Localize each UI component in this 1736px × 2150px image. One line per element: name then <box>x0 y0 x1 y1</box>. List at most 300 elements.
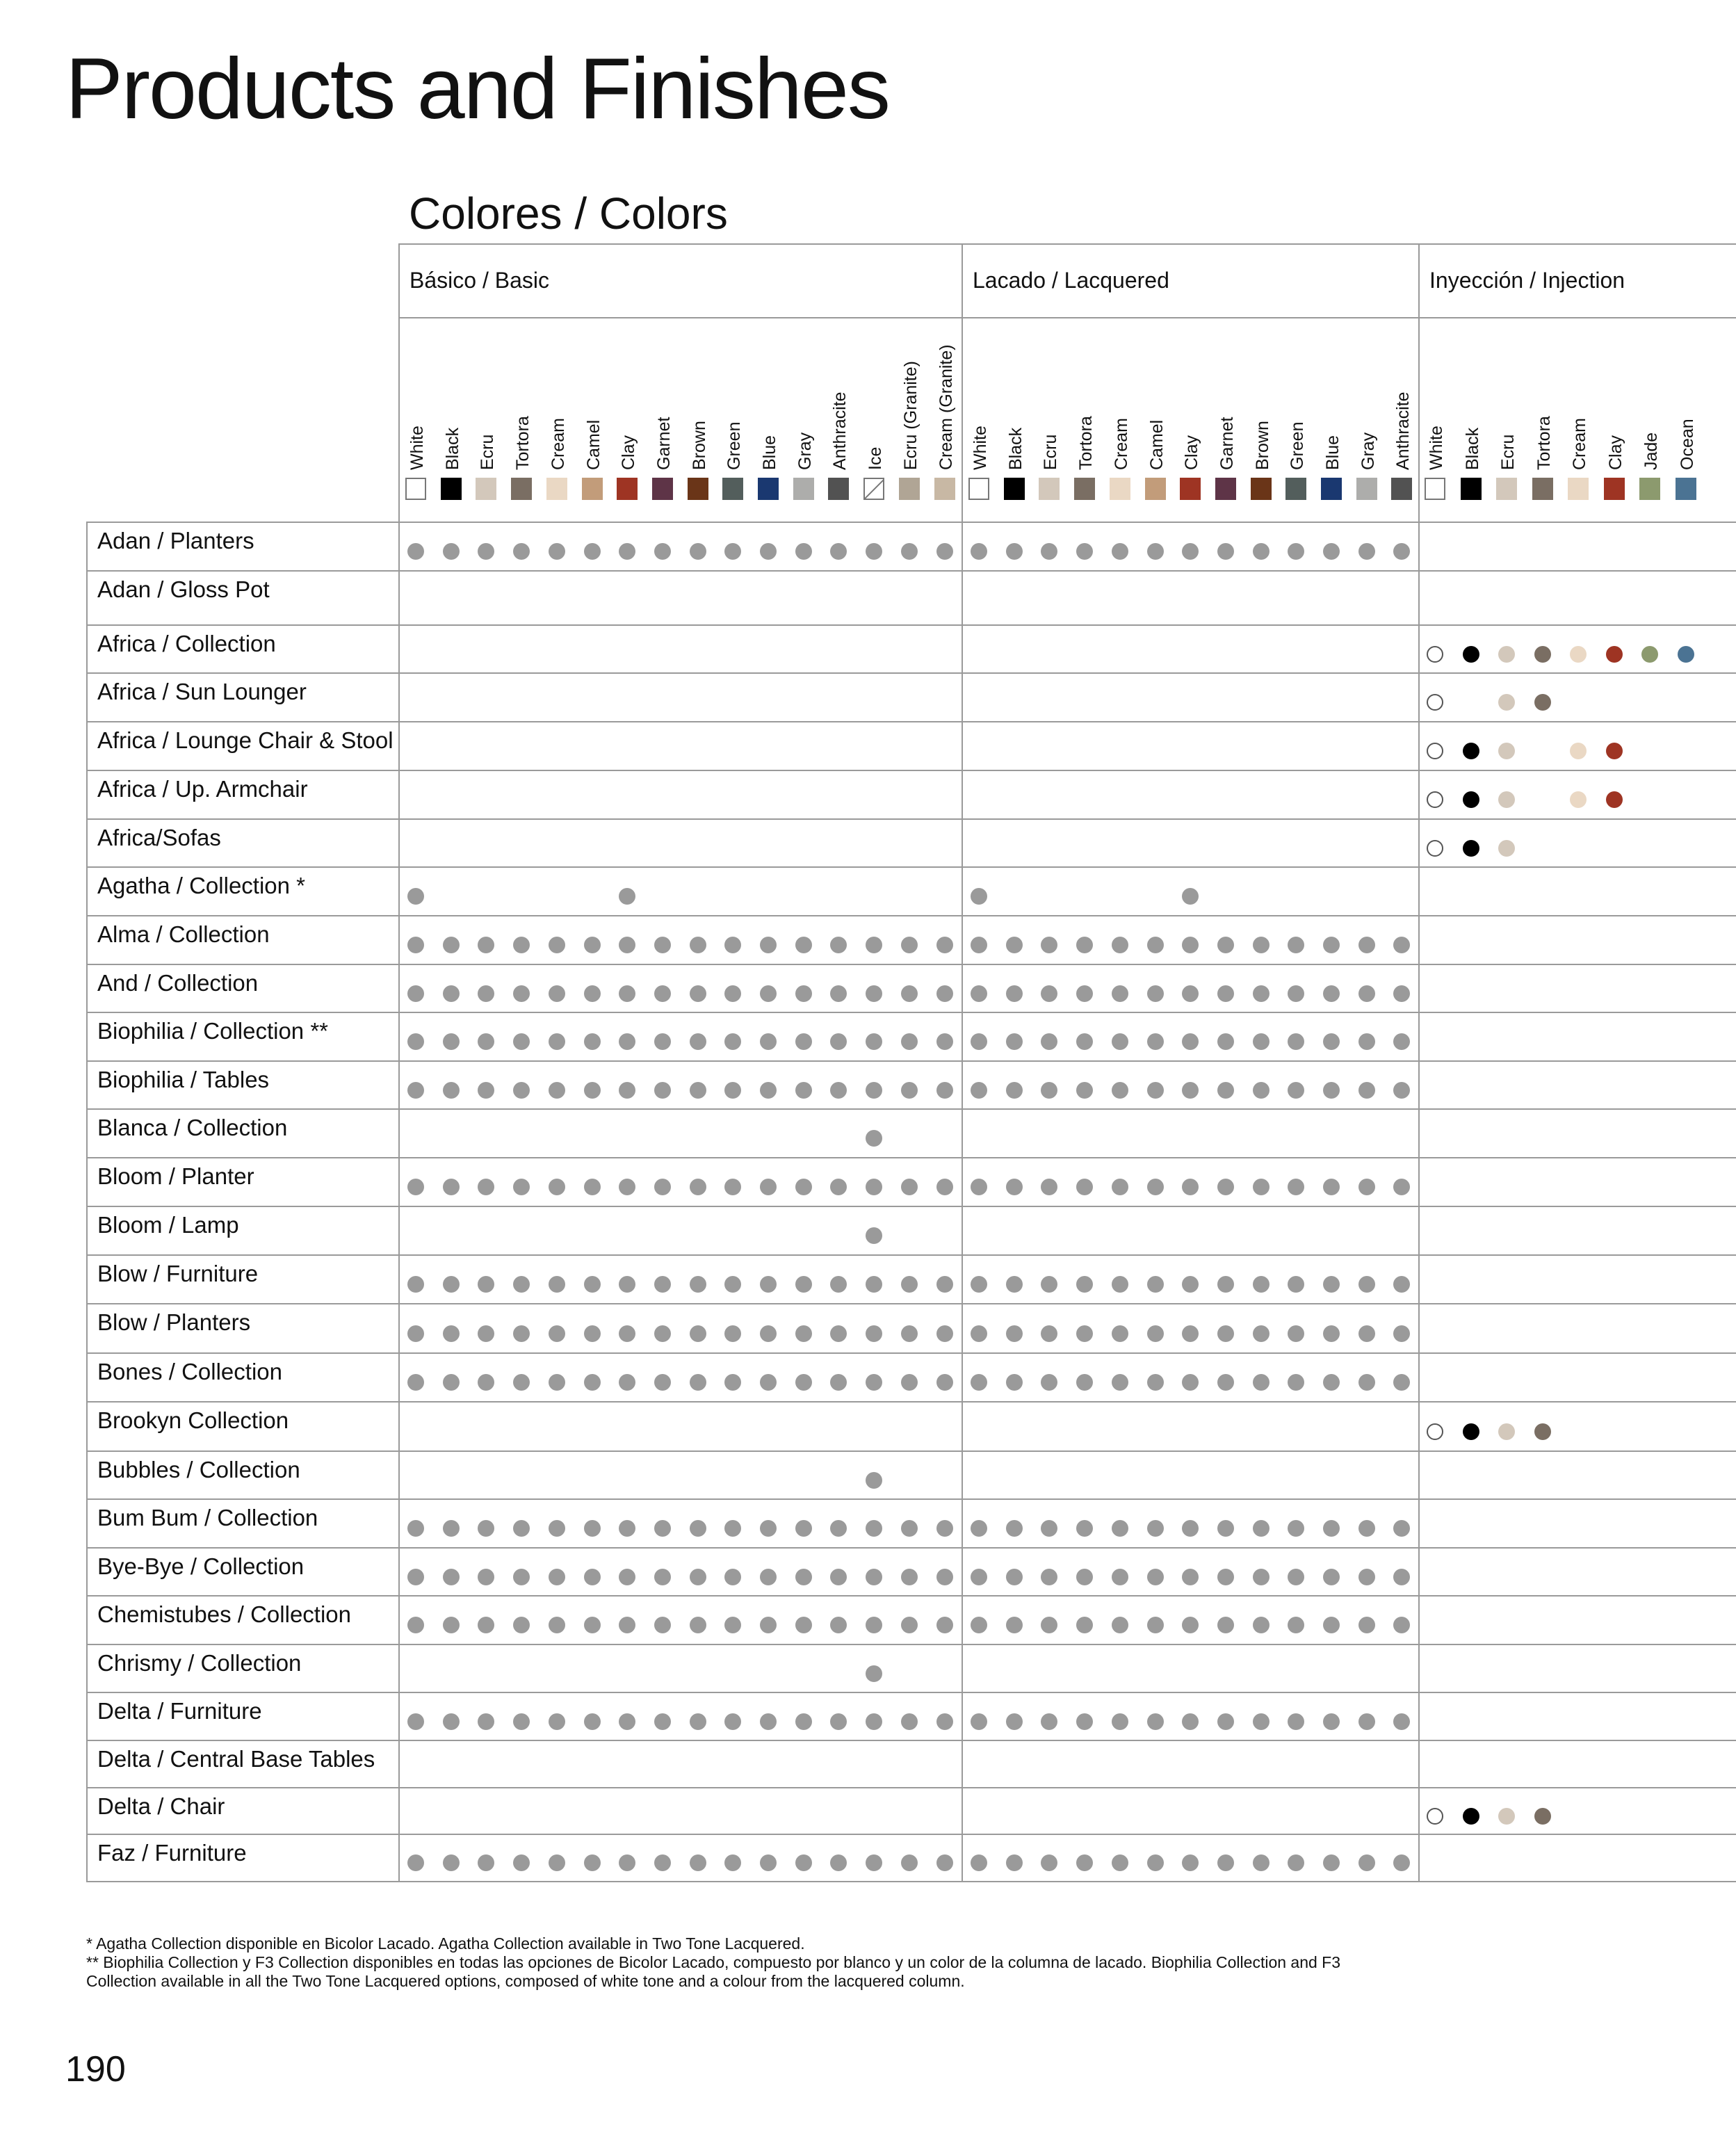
availability-dot <box>1323 1033 1340 1050</box>
availability-dot <box>724 543 741 560</box>
row-divider <box>86 1881 1736 1882</box>
availability-dot <box>1427 743 1443 759</box>
availability-dot <box>971 1617 987 1633</box>
availability-dot <box>654 1033 671 1050</box>
row-label: Biophilia / Tables <box>97 1067 270 1092</box>
row-divider <box>86 672 1736 674</box>
row-divider <box>86 1644 1736 1645</box>
availability-dot <box>1358 1374 1375 1391</box>
availability-dot <box>936 937 953 953</box>
availability-dot <box>1463 1423 1479 1440</box>
availability-dot <box>1147 1082 1164 1099</box>
availability-dot <box>443 1374 460 1391</box>
availability-dot <box>1006 937 1023 953</box>
availability-dot <box>407 1569 424 1585</box>
availability-dot <box>584 985 601 1002</box>
availability-dot <box>478 543 494 560</box>
swatch-lacquered <box>1285 478 1306 500</box>
row-divider <box>86 866 1736 868</box>
availability-dot <box>936 543 953 560</box>
availability-dot <box>654 1082 671 1099</box>
availability-dot <box>1006 985 1023 1002</box>
availability-dot <box>760 1276 777 1293</box>
row-divider <box>86 1060 1736 1062</box>
availability-dot <box>936 985 953 1002</box>
availability-dot <box>1147 1179 1164 1195</box>
column-label-basic: Green <box>724 421 745 470</box>
row-divider <box>86 1692 1736 1693</box>
availability-dot <box>1041 1617 1057 1633</box>
availability-dot <box>971 543 987 560</box>
availability-dot <box>549 1854 565 1871</box>
availability-dot <box>1147 1617 1164 1633</box>
availability-dot <box>1182 1569 1199 1585</box>
availability-dot <box>724 1854 741 1871</box>
swatch-lacquered <box>1110 478 1130 500</box>
availability-dot <box>760 1179 777 1195</box>
availability-dot <box>1288 1325 1304 1342</box>
swatch-basic <box>688 478 708 500</box>
column-label-injection: Jade <box>1641 432 1661 470</box>
availability-dot <box>901 1617 918 1633</box>
availability-dot <box>1253 1520 1269 1537</box>
swatch-lacquered <box>1004 478 1025 500</box>
availability-dot <box>1358 543 1375 560</box>
availability-dot <box>1182 1520 1199 1537</box>
availability-dot <box>1217 1033 1234 1050</box>
footnote-biophilia: ** Biophilia Collection y F3 Collection disponibles en todas las opciones de Bicolor Lacado, compuesto por blanco y un color de la columna de lacado. Biophilia Collection and F3 Collection available in all the Two Tone Lacquered options, composed of white tone and a colour from the lacquered column. <box>86 1953 1341 1990</box>
row-label: Alma / Collection <box>97 921 270 947</box>
availability-dot <box>1534 646 1551 663</box>
availability-dot <box>936 1374 953 1391</box>
availability-dot <box>690 1617 706 1633</box>
availability-dot <box>1393 1713 1410 1730</box>
availability-dot <box>1006 1520 1023 1537</box>
row-label: Adan / Gloss Pot <box>97 576 270 602</box>
availability-dot <box>443 1569 460 1585</box>
availability-dot <box>1182 1033 1199 1050</box>
column-label-lacquered: Black <box>1005 427 1025 470</box>
availability-dot <box>478 1179 494 1195</box>
availability-dot <box>1076 937 1093 953</box>
availability-dot <box>1112 1082 1128 1099</box>
column-label-basic: Ecru <box>478 434 498 470</box>
availability-dot <box>1641 646 1658 663</box>
availability-dot <box>866 1325 882 1342</box>
availability-dot <box>690 1082 706 1099</box>
availability-dot <box>1182 888 1199 905</box>
table-left-line <box>86 522 88 1881</box>
swatch-basic <box>546 478 567 500</box>
row-label: Africa/Sofas <box>97 825 221 850</box>
availability-dot <box>1323 1854 1340 1871</box>
availability-dot <box>654 1854 671 1871</box>
availability-dot <box>690 1713 706 1730</box>
row-label: Delta / Furniture <box>97 1698 262 1724</box>
availability-dot <box>1323 985 1340 1002</box>
availability-dot <box>760 1713 777 1730</box>
availability-dot <box>1112 937 1128 953</box>
availability-dot <box>1498 791 1515 808</box>
swatch-injection <box>1604 478 1625 500</box>
availability-dot <box>549 985 565 1002</box>
availability-dot <box>1393 985 1410 1002</box>
availability-dot <box>1006 1569 1023 1585</box>
availability-dot <box>1112 1569 1128 1585</box>
availability-dot <box>724 1082 741 1099</box>
availability-dot <box>760 1520 777 1537</box>
row-divider <box>86 1787 1736 1788</box>
availability-dot <box>760 1569 777 1585</box>
availability-dot <box>1041 1374 1057 1391</box>
availability-dot <box>478 1325 494 1342</box>
availability-dot <box>549 937 565 953</box>
availability-dot <box>690 1569 706 1585</box>
swatch-basic <box>405 478 426 500</box>
row-label: Bubbles / Collection <box>97 1457 300 1482</box>
availability-dot <box>1463 1808 1479 1825</box>
availability-dot <box>1217 1617 1234 1633</box>
availability-dot <box>1606 646 1623 663</box>
availability-dot <box>584 1179 601 1195</box>
availability-dot <box>1534 1808 1551 1825</box>
availability-dot <box>1427 1808 1443 1825</box>
availability-dot <box>760 543 777 560</box>
availability-dot <box>549 1569 565 1585</box>
swatch-injection <box>1568 478 1589 500</box>
row-label: Bones / Collection <box>97 1359 282 1384</box>
availability-dot <box>407 1179 424 1195</box>
availability-dot <box>830 1082 847 1099</box>
availability-dot <box>619 1082 635 1099</box>
availability-dot <box>549 1082 565 1099</box>
availability-dot <box>1147 1520 1164 1537</box>
row-divider <box>86 1157 1736 1158</box>
availability-dot <box>936 1569 953 1585</box>
availability-dot <box>1112 1520 1128 1537</box>
availability-dot <box>1253 985 1269 1002</box>
availability-dot <box>513 937 530 953</box>
group-label-line <box>398 317 1736 318</box>
availability-dot <box>478 1082 494 1099</box>
availability-dot <box>971 1569 987 1585</box>
availability-dot <box>1006 1617 1023 1633</box>
availability-dot <box>1217 1179 1234 1195</box>
availability-dot <box>690 1325 706 1342</box>
availability-dot <box>1358 1179 1375 1195</box>
availability-dot <box>1393 1374 1410 1391</box>
swatch-basic <box>617 478 638 500</box>
availability-dot <box>1393 1854 1410 1871</box>
swatch-basic <box>441 478 462 500</box>
row-divider <box>86 1206 1736 1207</box>
availability-dot <box>724 1713 741 1730</box>
availability-dot <box>1182 1276 1199 1293</box>
column-label-injection: Tortora <box>1534 416 1554 470</box>
swatch-lacquered <box>1356 478 1377 500</box>
availability-dot <box>1182 1854 1199 1871</box>
availability-dot <box>724 1617 741 1633</box>
availability-dot <box>407 1082 424 1099</box>
availability-dot <box>1358 1617 1375 1633</box>
availability-dot <box>1393 1325 1410 1342</box>
swatch-basic <box>652 478 673 500</box>
availability-dot <box>1463 743 1479 759</box>
column-label-basic: White <box>407 426 427 470</box>
availability-dot <box>407 985 424 1002</box>
availability-dot <box>971 1276 987 1293</box>
swatch-lacquered <box>1039 478 1060 500</box>
availability-dot <box>443 1325 460 1342</box>
availability-dot <box>513 543 530 560</box>
availability-dot <box>1358 1713 1375 1730</box>
availability-dot <box>654 1617 671 1633</box>
availability-dot <box>1288 1713 1304 1730</box>
swatch-basic <box>758 478 779 500</box>
column-label-basic: Cream <box>548 417 568 470</box>
swatch-lacquered <box>1180 478 1201 500</box>
availability-dot <box>1253 1033 1269 1050</box>
group-label-injection: Inyección / Injection <box>1429 268 1625 293</box>
availability-dot <box>1182 1713 1199 1730</box>
swatch-injection <box>1639 478 1660 500</box>
availability-dot <box>619 1325 635 1342</box>
column-label-basic: Cream (Granite) <box>936 344 956 470</box>
availability-dot <box>795 1569 812 1585</box>
availability-dot <box>1253 1325 1269 1342</box>
column-label-lacquered: Camel <box>1146 419 1167 470</box>
availability-dot <box>1147 1713 1164 1730</box>
group-divider <box>1418 243 1420 1881</box>
availability-dot <box>795 937 812 953</box>
availability-dot <box>971 1082 987 1099</box>
swatch-lacquered <box>1145 478 1166 500</box>
availability-dot <box>901 1033 918 1050</box>
availability-dot <box>971 937 987 953</box>
row-label: Chemistubes / Collection <box>97 1601 351 1627</box>
swatch-basic <box>793 478 814 500</box>
availability-dot <box>690 1033 706 1050</box>
availability-dot <box>584 1617 601 1633</box>
availability-dot <box>1041 1325 1057 1342</box>
availability-dot <box>760 1325 777 1342</box>
row-label: Blow / Furniture <box>97 1261 259 1286</box>
availability-dot <box>1112 1374 1128 1391</box>
availability-dot <box>407 1520 424 1537</box>
availability-dot <box>690 543 706 560</box>
group-label-lacquered: Lacado / Lacquered <box>973 268 1169 293</box>
availability-dot <box>1288 1033 1304 1050</box>
row-divider <box>86 1834 1736 1835</box>
row-label: Faz / Furniture <box>97 1840 247 1866</box>
availability-dot <box>1323 937 1340 953</box>
availability-dot <box>584 1082 601 1099</box>
availability-dot <box>936 1082 953 1099</box>
availability-dot <box>654 1374 671 1391</box>
availability-dot <box>1288 1179 1304 1195</box>
availability-dot <box>901 937 918 953</box>
availability-dot <box>584 937 601 953</box>
availability-dot <box>760 937 777 953</box>
availability-dot <box>407 543 424 560</box>
availability-dot <box>971 1374 987 1391</box>
availability-dot <box>866 1665 882 1682</box>
column-label-injection: Clay <box>1605 435 1625 470</box>
availability-dot <box>1498 743 1515 759</box>
availability-dot <box>1498 694 1515 711</box>
row-divider <box>86 522 1736 523</box>
availability-dot <box>1076 1713 1093 1730</box>
column-label-injection: Ecru <box>1498 434 1518 470</box>
column-label-lacquered: Tortora <box>1076 416 1096 470</box>
availability-dot <box>1147 1854 1164 1871</box>
availability-dot <box>584 543 601 560</box>
availability-dot <box>1041 1082 1057 1099</box>
availability-dot <box>584 1374 601 1391</box>
availability-dot <box>724 1179 741 1195</box>
availability-dot <box>654 1325 671 1342</box>
availability-dot <box>1393 1617 1410 1633</box>
availability-dot <box>724 1374 741 1391</box>
availability-dot <box>1182 1617 1199 1633</box>
availability-dot <box>1112 1276 1128 1293</box>
availability-dot <box>549 1033 565 1050</box>
availability-dot <box>513 1374 530 1391</box>
availability-dot <box>654 543 671 560</box>
availability-dot <box>407 888 424 905</box>
availability-dot <box>690 1854 706 1871</box>
availability-dot <box>866 1617 882 1633</box>
availability-dot <box>1253 1179 1269 1195</box>
availability-dot <box>1217 1374 1234 1391</box>
availability-dot <box>1323 1520 1340 1537</box>
availability-dot <box>549 1520 565 1537</box>
availability-dot <box>407 1713 424 1730</box>
row-label: Bloom / Planter <box>97 1163 254 1189</box>
swatch-basic <box>828 478 849 500</box>
availability-dot <box>830 1374 847 1391</box>
availability-dot <box>407 1033 424 1050</box>
swatch-lacquered <box>1074 478 1095 500</box>
availability-dot <box>760 1374 777 1391</box>
availability-dot <box>1393 1276 1410 1293</box>
swatch-lacquered <box>1251 478 1272 500</box>
availability-dot <box>1217 1713 1234 1730</box>
availability-dot <box>866 1033 882 1050</box>
availability-dot <box>513 1520 530 1537</box>
availability-dot <box>1076 1082 1093 1099</box>
availability-dot <box>1323 1325 1340 1342</box>
column-label-lacquered: Green <box>1288 421 1308 470</box>
availability-dot <box>795 1374 812 1391</box>
availability-dot <box>1570 791 1587 808</box>
row-label: Adan / Planters <box>97 528 254 553</box>
row-label: Africa / Sun Lounger <box>97 679 307 704</box>
row-label: Africa / Collection <box>97 631 276 656</box>
availability-dot <box>760 1854 777 1871</box>
column-label-lacquered: Cream <box>1111 417 1131 470</box>
availability-dot <box>443 1617 460 1633</box>
availability-dot <box>866 1276 882 1293</box>
row-label: Chrismy / Collection <box>97 1650 302 1676</box>
column-label-basic: Tortora <box>513 416 533 470</box>
availability-dot <box>1112 1179 1128 1195</box>
availability-dot <box>1358 1082 1375 1099</box>
availability-dot <box>1253 937 1269 953</box>
availability-dot <box>1006 1033 1023 1050</box>
availability-dot <box>1498 1808 1515 1825</box>
availability-dot <box>407 1617 424 1633</box>
availability-dot <box>724 985 741 1002</box>
availability-dot <box>549 1179 565 1195</box>
availability-dot <box>795 1033 812 1050</box>
availability-dot <box>584 1569 601 1585</box>
availability-dot <box>619 1617 635 1633</box>
availability-dot <box>1182 1374 1199 1391</box>
availability-dot <box>901 1854 918 1871</box>
availability-dot <box>513 1569 530 1585</box>
availability-dot <box>1217 1082 1234 1099</box>
availability-dot <box>971 1854 987 1871</box>
availability-dot <box>1358 1854 1375 1871</box>
availability-dot <box>654 1569 671 1585</box>
availability-dot <box>1288 543 1304 560</box>
availability-dot <box>936 1276 953 1293</box>
row-label: Biophilia / Collection ** <box>97 1018 329 1044</box>
availability-dot <box>830 1179 847 1195</box>
availability-dot <box>1217 1325 1234 1342</box>
row-divider <box>86 1254 1736 1256</box>
availability-dot <box>971 1033 987 1050</box>
availability-dot <box>690 937 706 953</box>
availability-dot <box>1358 937 1375 953</box>
availability-dot <box>936 1520 953 1537</box>
row-divider <box>86 1012 1736 1013</box>
availability-dot <box>478 1276 494 1293</box>
availability-dot <box>1112 1713 1128 1730</box>
group-divider <box>398 243 400 1881</box>
availability-dot <box>1253 1713 1269 1730</box>
swatch-basic <box>863 478 884 500</box>
availability-dot <box>1323 1179 1340 1195</box>
page-title: Products and Finishes <box>65 41 889 137</box>
availability-dot <box>443 1276 460 1293</box>
availability-dot <box>1006 543 1023 560</box>
availability-dot <box>795 1617 812 1633</box>
availability-dot <box>830 543 847 560</box>
availability-dot <box>690 1276 706 1293</box>
availability-dot <box>1253 1854 1269 1871</box>
availability-dot <box>407 1276 424 1293</box>
availability-dot <box>830 1617 847 1633</box>
availability-dot <box>1323 1276 1340 1293</box>
availability-dot <box>1006 1854 1023 1871</box>
availability-dot <box>1288 1569 1304 1585</box>
availability-dot <box>513 1276 530 1293</box>
availability-dot <box>619 1033 635 1050</box>
availability-dot <box>1570 646 1587 663</box>
availability-dot <box>1358 1325 1375 1342</box>
availability-dot <box>1182 1325 1199 1342</box>
availability-dot <box>584 1854 601 1871</box>
availability-dot <box>690 1374 706 1391</box>
availability-dot <box>1041 1179 1057 1195</box>
availability-dot <box>830 1033 847 1050</box>
availability-dot <box>619 937 635 953</box>
availability-dot <box>760 1617 777 1633</box>
availability-dot <box>1427 791 1443 808</box>
availability-dot <box>795 1713 812 1730</box>
